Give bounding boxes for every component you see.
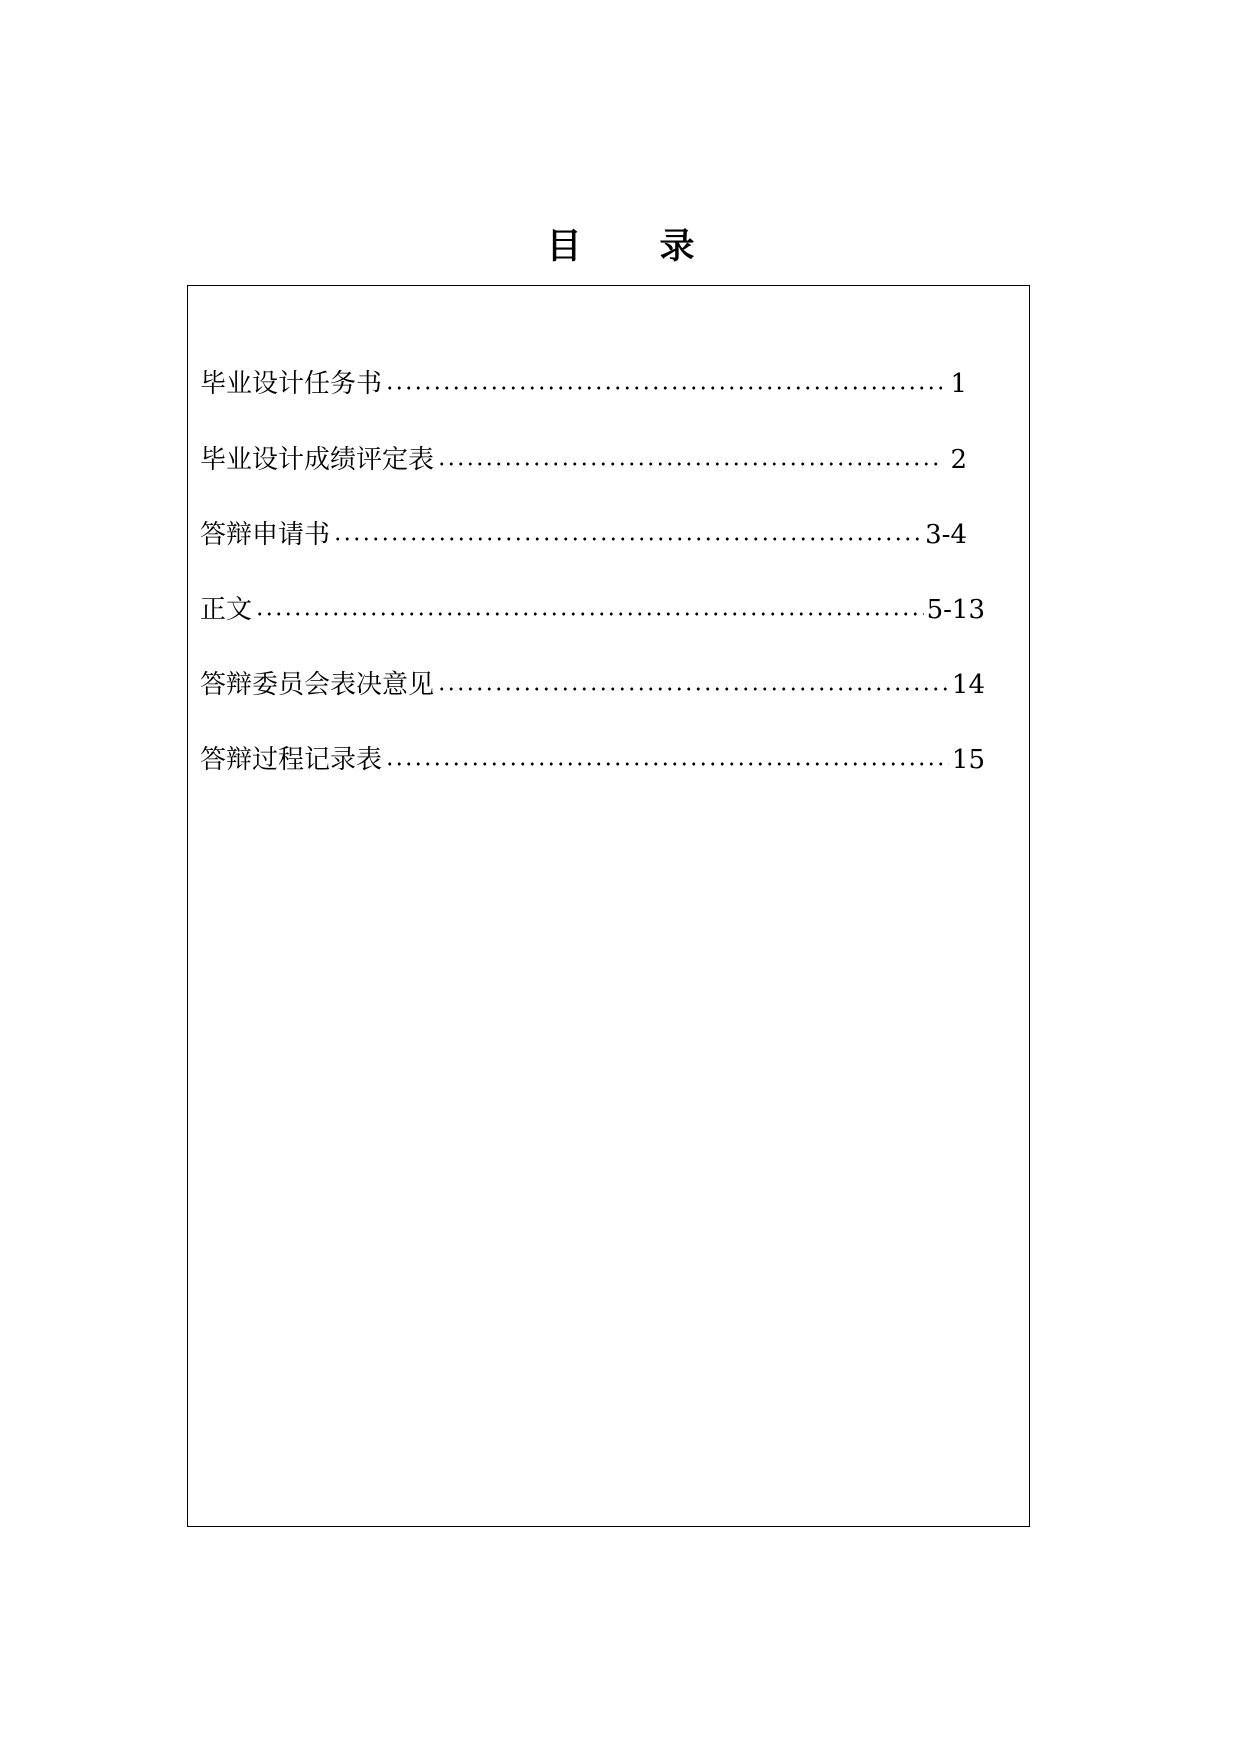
- toc-entry-label: 毕业设计成绩评定表: [200, 445, 435, 475]
- toc-entry-defense-record[interactable]: [200, 740, 985, 780]
- title-char-2: 录: [659, 226, 695, 267]
- toc-dot-leader: [385, 762, 949, 766]
- toc-entry-label: 答辩委员会表决意见: [200, 670, 435, 700]
- title-char-1: 目: [546, 226, 582, 267]
- toc-entry-label: 毕业设计任务书: [200, 369, 383, 399]
- toc-dot-leader: [437, 687, 949, 691]
- toc-dot-leader: [255, 612, 924, 616]
- toc-entry-label: 答辩申请书: [200, 520, 331, 550]
- toc-entry-page: 3-4: [925, 520, 967, 550]
- toc-dot-leader: [437, 462, 942, 466]
- toc-entry-defense-application[interactable]: [200, 515, 985, 555]
- toc-entry-label: 答辩过程记录表: [200, 745, 383, 775]
- toc-dot-leader: [385, 386, 942, 390]
- toc-entry-page: 15: [951, 745, 985, 775]
- toc-entry-task-book[interactable]: [200, 364, 985, 404]
- toc-entry-grade-sheet[interactable]: [200, 440, 985, 480]
- toc-entry-committee-opinion[interactable]: [200, 665, 985, 705]
- toc-dot-leader: [333, 537, 922, 541]
- toc-entry-page: 5-13: [926, 595, 985, 625]
- toc-entry-main-text[interactable]: [200, 590, 985, 630]
- toc-entry-page: 2: [950, 445, 967, 475]
- toc-entry-page: 1: [950, 369, 967, 399]
- page-title: [0, 222, 1241, 272]
- toc-entry-label: 正文: [200, 595, 253, 625]
- toc-entry-page: 14: [951, 670, 985, 700]
